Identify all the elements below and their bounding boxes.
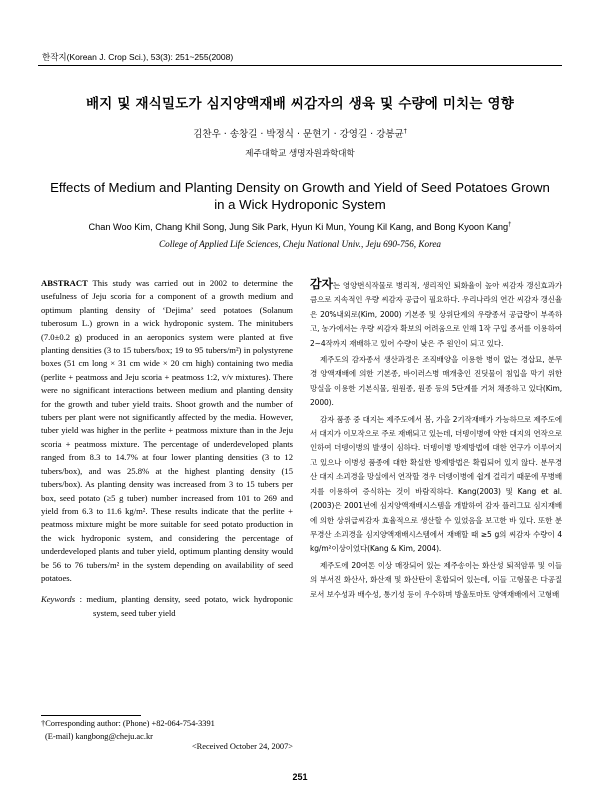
abstract-label: ABSTRACT [41,278,88,288]
page-number: 251 [292,772,308,782]
affiliation-english: College of Applied Life Sciences, Cheju National Univ., Jeju 690-756, Korea [158,239,442,249]
footnote-rule [41,715,141,716]
corresponding-mark-en: † [508,222,512,228]
body-paragraph-2: 제주도의 감자종서 생산과정은 조직배양을 이용한 병이 없는 경삽묘, 분무경 양액재배에 의한 기본종, 바이러스병 매개충인 진딧물이 침입을 막기 위한 망실을 이용한 기본식물, 원원종, 원종 등의 5단계를 거쳐 채종하고 있다(Kim, 2000). [310,355,562,408]
title-english [40,179,560,213]
abstract [41,277,293,585]
keywords-label: Keywords [41,594,76,605]
abstract-column [41,277,293,620]
header-rule [38,65,562,66]
keywords [41,593,293,620]
body-paragraph-1 [310,277,562,351]
footnote [41,718,293,743]
received-date: <Received October 24, 2007> [191,742,293,751]
footnote-author: †Corresponding author: (Phone) +82-064-754-3391 [41,719,215,728]
body-dropword: 감자 [310,277,333,291]
abstract-text: This study was carried out in 2002 to determine the usefulness of Jeju scoria for a component of a growth medium and optimum planting density of ‘Dejima’ seed potatoes (Solanum tuberosum L.) grown in a wick hydroponic system. The minitubers (7.0±0.2 g) produced in an aeroponics system were planted at five planting densities (3 to 15 tubers/box; 19 to 95 tubers/m²) in polystyrene boxes (51 cm long × 31 cm wide × 20 cm high) containing two media (perlite + peatmoss and Jeju scoria + peatmoss 1:2, v/v mixtures). There were no significant interactions between medium and planting density for the growth and tuber yield traits. Shoot growth and the number of tubers per plant were not significantly affected by the media. However, tuber yield was higher in the perlite + peatmoss mixture than in the Jeju scoria + peatmoss mixture. The percentage of underdeveloped plants ranged from 8.3 to 14.7% at four lower planting densities (3 to 12 tubers/box), and was 25.8% at the highest planting density (15 tubers/box). As planting density was increased from 3 to 15 tubers per box, seed potato (≥5 g tuber) number increased from 101 to 269 and yield from 6.3 to 11.6 kg/m². These results indicate that the perlite + peatmoss mixture might be more suitable for seed potato production in the wick hydroponic system, and considering the percentage of underdeveloped plants and tuber yield, optimum planting density would be 56 to 76 tubers/m² in the system depending on availability of seed potatoes. [41,278,293,583]
affiliation-korean: 제주대학교 생명자원과학대학 [245,149,355,159]
authors-korean [0,126,600,140]
authors-english-names: Chan Woo Kim, Chang Khil Song, Jung Sik Park, Hyun Ki Mun, Young Kil Kang, and Bong Kyoon Kang [88,222,509,233]
title-english-line1: Effects of Medium and Planting Density on Growth and Yield of Seed Potatoes Grown [50,180,550,195]
title-korean: 배지 및 재식밀도가 심지양액재배 씨감자의 생육 및 수량에 미치는 영향 [85,96,515,112]
body-paragraph-1-text: 는 영양번식작물로 병리적, 생리적인 퇴화율이 높아 씨감자 갱신효과가 큼으로 지속적인 우량 씨감자 공급이 필요하다. 우리나라의 연간 씨감자 갱신율은 20%내외로(Kim, 2000) 기본종 및 상위단계의 우량종서 공급량이 부족하고, 농가에서는 우량 씨감자 확보의 어려움으로 인해 1작 구입 종서를 이용하여 2~4작까지 재배하고 있어 수량이 낮은 주 원인이 되고 있다. [310,281,562,348]
body-paragraph-3: 감자 품종 중 대지는 제주도에서 봄, 가을 2기작재배가 가능하므로 제주도에서 대지가 이모작으로 주로 재배되고 있는데, 더뎅이병에 약한 대지의 연작으로 인하여 더뎅이병의 발생이 심하다. 더뎅이병 방제방법에 대한 연구가 이루어지고 있으나 이병성 품종에 대한 확실한 방제방법은 확립되어 있지 않다. 분무경산 대지 소괴경을 망실에서 연작할 경우 더뎅이병에 쉽게 걸리기 때문에 무병배지를 이용하여 증식하는 것이 바람직하다. Kang(2003) 및 Kang et al. (2003)은 2001년에 심지양액재배시스템을 개발하여 감자 플러그묘 심지재배에 의한 상위급씨감자 효율적으로 생산할 수 있었음을 보고한 바 있다. 또한 분무경산 소괴경을 심지양액재배시스템에서 재배할 때 ≥5 g의 씨감자 수량이 4 kg/m²이상이었다(Kang & Kim, 2004). [310,414,562,554]
footnote-email: (E-mail) kangbong@cheju.ac.kr [45,731,153,741]
body-paragraph-4: 제주도에 20여톤 이상 매장되어 있는 제주송이는 화산성 퇴적암류 및 이들의 부서진 화산사, 화산재 및 화산탄이 혼합되어 있는데, 이들 고형물은 다공질로서 보수성과 배수성, 통기성 등이 우수하며 방울토마토 양액재배에서 고형배 [310,560,562,599]
authors-english [0,222,600,232]
journal-citation: 한작지(Korean J. Crop Sci.), 53(3): 251~255(2008) [42,52,234,62]
keywords-text: : medium, planting density, seed potato, wick hydroponic system, seed tuber yield [79,594,293,618]
title-english-line2: in a Wick Hydroponic System [214,197,386,212]
corresponding-mark: † [403,127,407,135]
body-column [310,277,562,604]
authors-korean-names: 김찬우 · 송창길 · 박정식 · 문현기 · 강영길 · 강봉균 [193,129,404,140]
